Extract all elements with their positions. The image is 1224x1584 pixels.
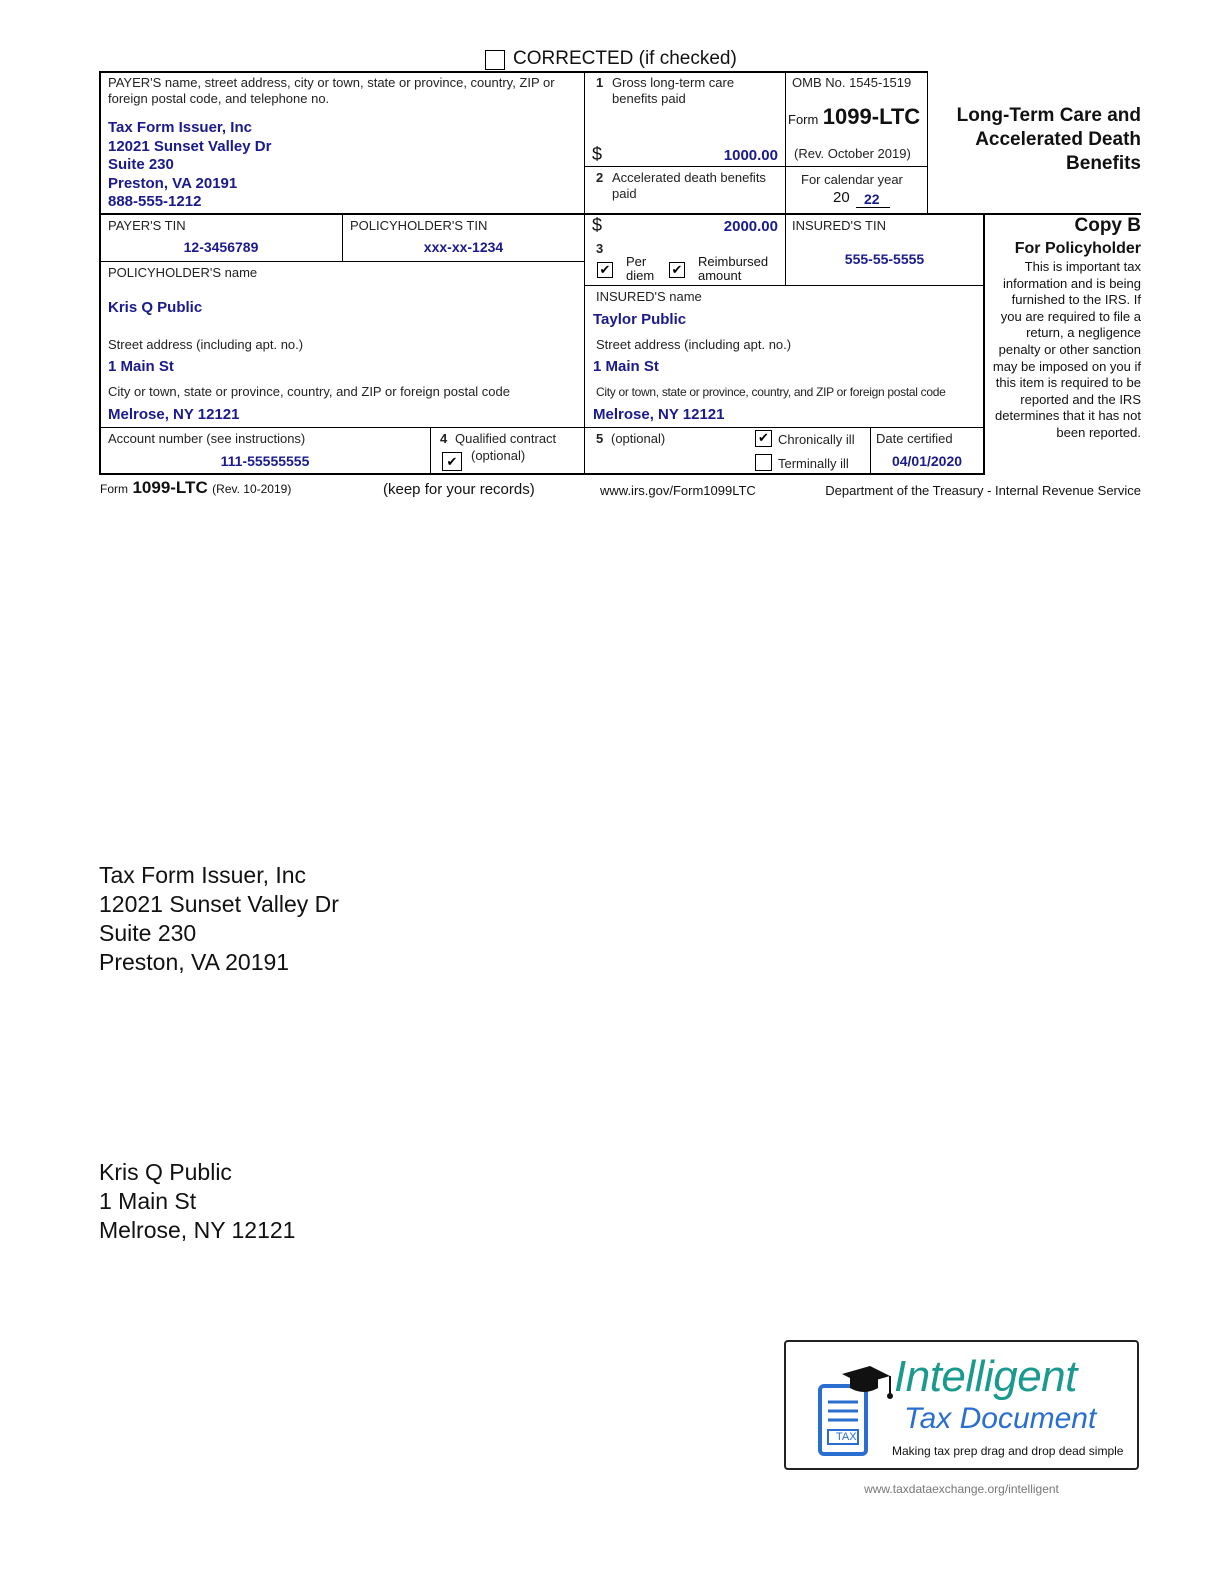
box3-number: 3 <box>596 241 604 256</box>
policyholder-tin-value: xxx-xx-1234 <box>423 239 504 255</box>
sender-address <box>99 861 339 977</box>
payer-line: Preston, VA 20191 <box>108 174 238 192</box>
policyholder-tin-label: POLICYHOLDER'S TIN <box>350 218 488 233</box>
recipient-address <box>99 1158 295 1245</box>
corrected-checkbox[interactable] <box>485 50 505 70</box>
box1-number: 1 <box>596 75 604 90</box>
recipient-line: Melrose, NY 12121 <box>99 1217 296 1243</box>
insured-tin-label: INSURED'S TIN <box>792 218 886 233</box>
policyholder-name: Kris Q Public <box>108 299 203 316</box>
sender-line: Suite 230 <box>99 920 197 946</box>
calendar-year-label: For calendar year <box>801 172 903 187</box>
box4-number: 4 <box>440 431 448 446</box>
payer-line: Tax Form Issuer, Inc <box>108 119 252 136</box>
terminally-ill-label: Terminally ill <box>778 456 849 471</box>
per-diem-label: Per diem <box>626 254 655 283</box>
logo-tagline: Making tax prep drag and drop dead simple <box>892 1444 1124 1458</box>
copy-notice: This is important tax information and is being furnished to the IRS. If you are required to file a return, a negligence penalty or other sanction may be imposed on you if this item is required to be reported and the IRS determines that it has not been reported. <box>992 259 1141 440</box>
year-suffix: 22 <box>864 191 880 207</box>
insured-city: Melrose, NY 12121 <box>593 406 725 423</box>
box4-optional: (optional) <box>471 448 526 463</box>
form-id <box>788 104 920 130</box>
footer-form <box>100 478 291 498</box>
form-name: 1099-LTC <box>822 104 921 129</box>
payer-tin-value: 12-3456789 <box>183 239 259 255</box>
box2-label: Accelerated death benefits paid <box>612 170 766 201</box>
payer-line: 888-555-1212 <box>108 193 202 211</box>
chronically-ill-label: Chronically ill <box>778 432 855 447</box>
insured-name-label: INSURED'S name <box>596 289 702 304</box>
account-label: Account number (see instructions) <box>108 431 306 446</box>
corrected-label: CORRECTED (if checked) <box>513 48 737 69</box>
sender-line: Tax Form Issuer, Inc <box>99 862 307 888</box>
logo-badge: TAX <box>836 1431 857 1443</box>
form-revision: (Rev. October 2019) <box>794 146 911 161</box>
box2-value: 2000.00 <box>723 218 778 235</box>
account-value: 111-55555555 <box>220 453 310 469</box>
sender-line: Preston, VA 20191 <box>99 949 290 975</box>
insured-name: Taylor Public <box>593 311 687 328</box>
insured-street-label: Street address (including apt. no.) <box>596 337 792 352</box>
chronically-ill-checkbox[interactable]: ✔ <box>755 430 772 447</box>
omb-number: OMB No. 1545-1519 <box>792 75 912 90</box>
form-title: Long-Term Care and Accelerated Death Benefits <box>956 105 1141 174</box>
policyholder-street: 1 Main St <box>108 358 174 375</box>
footer-url[interactable]: www.irs.gov/Form1099LTC <box>600 483 756 498</box>
recipient-line: 1 Main St <box>99 1188 197 1214</box>
policyholder-city-label: City or town, state or province, country, and ZIP or foreign postal code <box>108 384 510 399</box>
terminally-ill-checkbox[interactable] <box>755 454 772 471</box>
insured-street: 1 Main St <box>593 358 659 375</box>
footer-form-name: 1099-LTC <box>132 478 208 497</box>
reimbursed-checkbox[interactable]: ✔ <box>669 262 685 278</box>
form-word: Form <box>788 112 819 127</box>
copy-title: Copy B <box>1074 215 1141 236</box>
tax-document-icon <box>812 1364 902 1464</box>
reimbursed-label: Reimbursed amount <box>698 254 769 283</box>
footer-rev: (Rev. 10-2019) <box>212 482 292 496</box>
footer-form-word: Form <box>100 482 128 496</box>
box2-number: 2 <box>596 170 604 185</box>
footer-keep: (keep for your records) <box>383 481 535 498</box>
per-diem-checkbox[interactable]: ✔ <box>597 262 613 278</box>
payer-block <box>108 119 271 212</box>
box1-label: Gross long-term care benefits paid <box>612 75 735 106</box>
insured-tin-value: 555-55-5555 <box>844 251 925 267</box>
payer-tin-label: PAYER'S TIN <box>108 218 186 233</box>
box1-value: 1000.00 <box>723 147 778 164</box>
date-certified-label: Date certified <box>876 431 953 446</box>
sender-line: 12021 Sunset Valley Dr <box>99 891 339 917</box>
logo-line2: Tax Document <box>904 1402 1097 1435</box>
logo-url[interactable]: www.taxdataexchange.org/intelligent <box>864 1482 1059 1496</box>
payer-line: 12021 Sunset Valley Dr <box>108 137 272 155</box>
qualified-contract-checkbox[interactable]: ✔ <box>442 452 462 471</box>
box4-label: Qualified contract <box>455 431 557 446</box>
payer-line: Suite 230 <box>108 156 174 174</box>
payer-label: PAYER'S name, street address, city or town, state or province, country, ZIP or foreign postal code, and telephone no. <box>108 75 555 106</box>
year-prefix: 20 <box>833 189 850 206</box>
box2-currency: $ <box>592 215 603 235</box>
recipient-line: Kris Q Public <box>99 1159 232 1185</box>
footer-dept: Department of the Treasury - Internal Revenue Service <box>825 483 1141 498</box>
intelligent-tax-logo <box>784 1340 1139 1470</box>
date-certified-value: 04/01/2020 <box>891 453 963 469</box>
box5-number: 5 <box>596 431 604 446</box>
policyholder-street-label: Street address (including apt. no.) <box>108 337 304 352</box>
copy-subtitle: For Policyholder <box>1014 240 1141 257</box>
policyholder-city: Melrose, NY 12121 <box>108 406 240 423</box>
box5-label: (optional) <box>611 431 666 446</box>
logo-line1: Intelligent <box>894 1352 1077 1401</box>
box1-currency: $ <box>592 144 603 164</box>
insured-city-label: City or town, state or province, country, and ZIP or foreign postal code <box>596 385 946 399</box>
policyholder-name-label: POLICYHOLDER'S name <box>108 265 258 280</box>
